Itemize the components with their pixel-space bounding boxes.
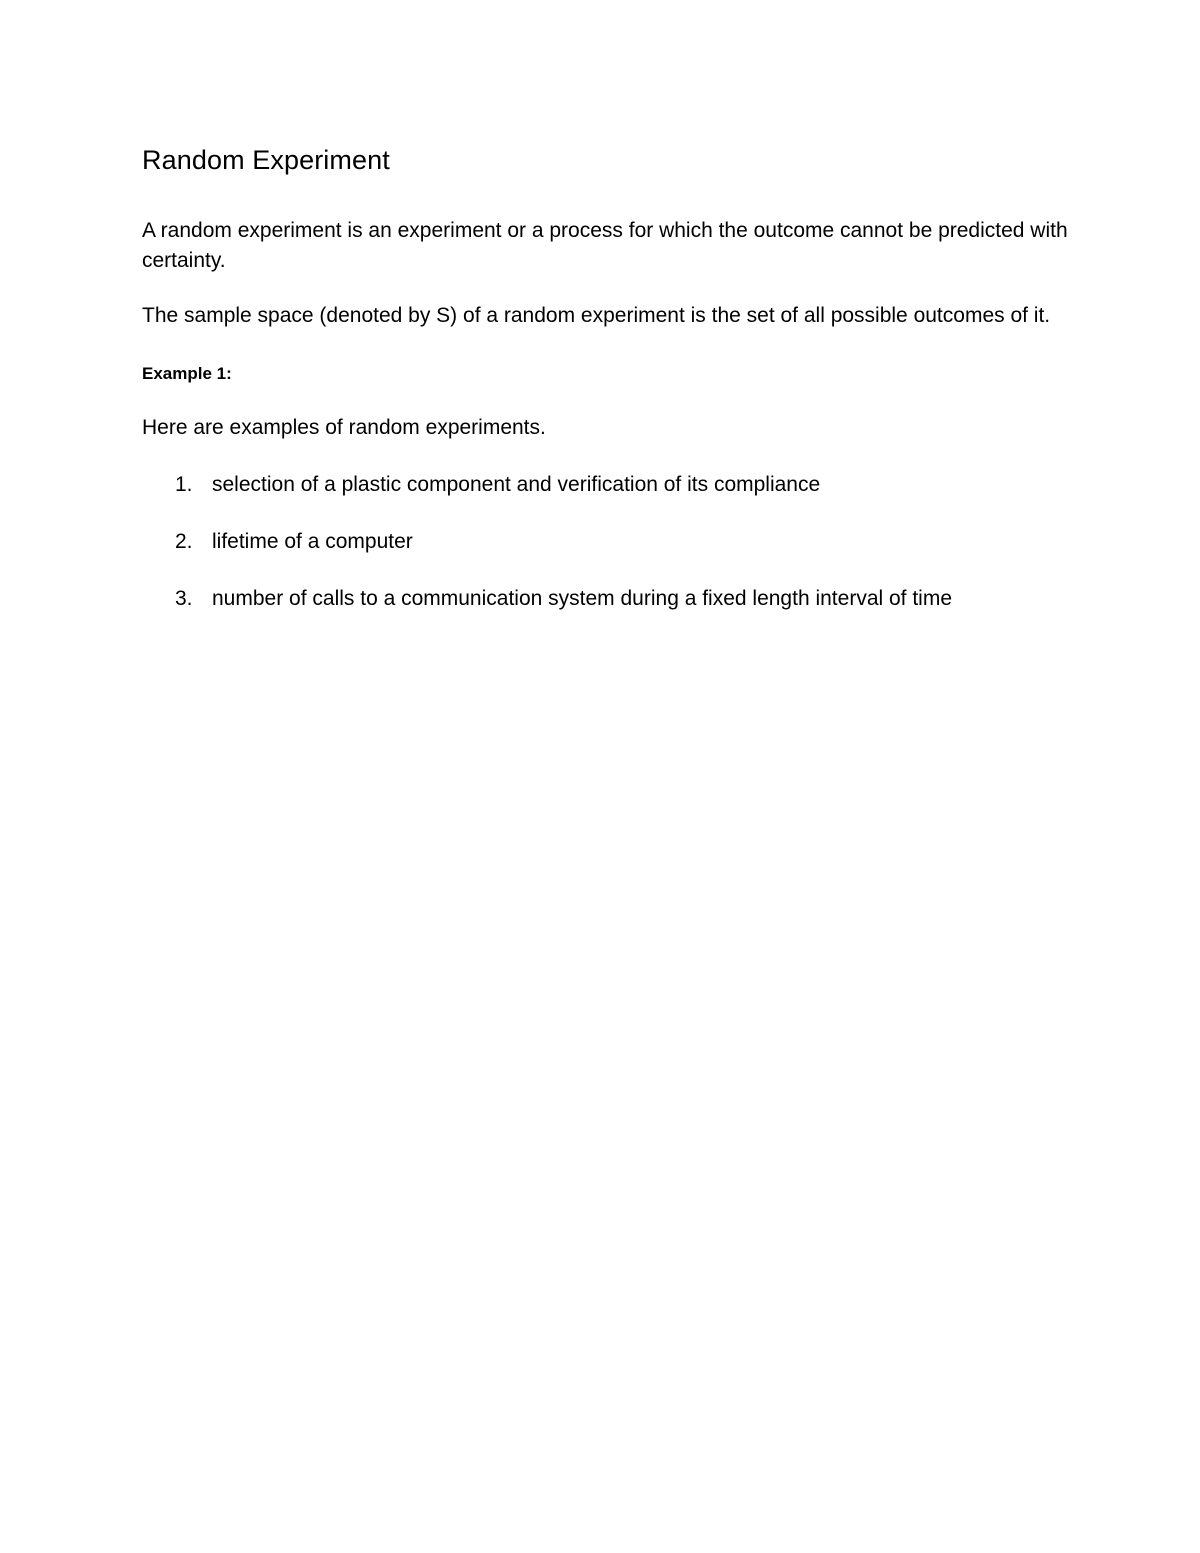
list-item-text: selection of a plastic component and verification of its compliance (212, 473, 821, 496)
examples-list (142, 470, 1072, 614)
sample-space-paragraph: The sample space (denoted by S) of a random experiment is the set of all possible outcomes of it. (142, 304, 1051, 327)
list-item (142, 470, 1072, 500)
definition-paragraph: A random experiment is an experiment or a process for which the outcome cannot be predicted with certainty. (142, 219, 1068, 272)
page-title: Random Experiment (142, 145, 390, 175)
document-content (142, 140, 1072, 641)
list-item-number: 1. (175, 473, 193, 496)
list-item (142, 584, 1072, 614)
example-heading: Example 1: (142, 364, 232, 383)
list-item-number: 2. (175, 530, 193, 553)
examples-intro-paragraph: Here are examples of random experiments. (142, 416, 546, 439)
list-item-text: lifetime of a computer (212, 530, 413, 553)
list-item-text: number of calls to a communication system during a fixed length interval of time (212, 587, 953, 610)
list-item (142, 527, 1072, 557)
list-item-number: 3. (175, 587, 193, 610)
